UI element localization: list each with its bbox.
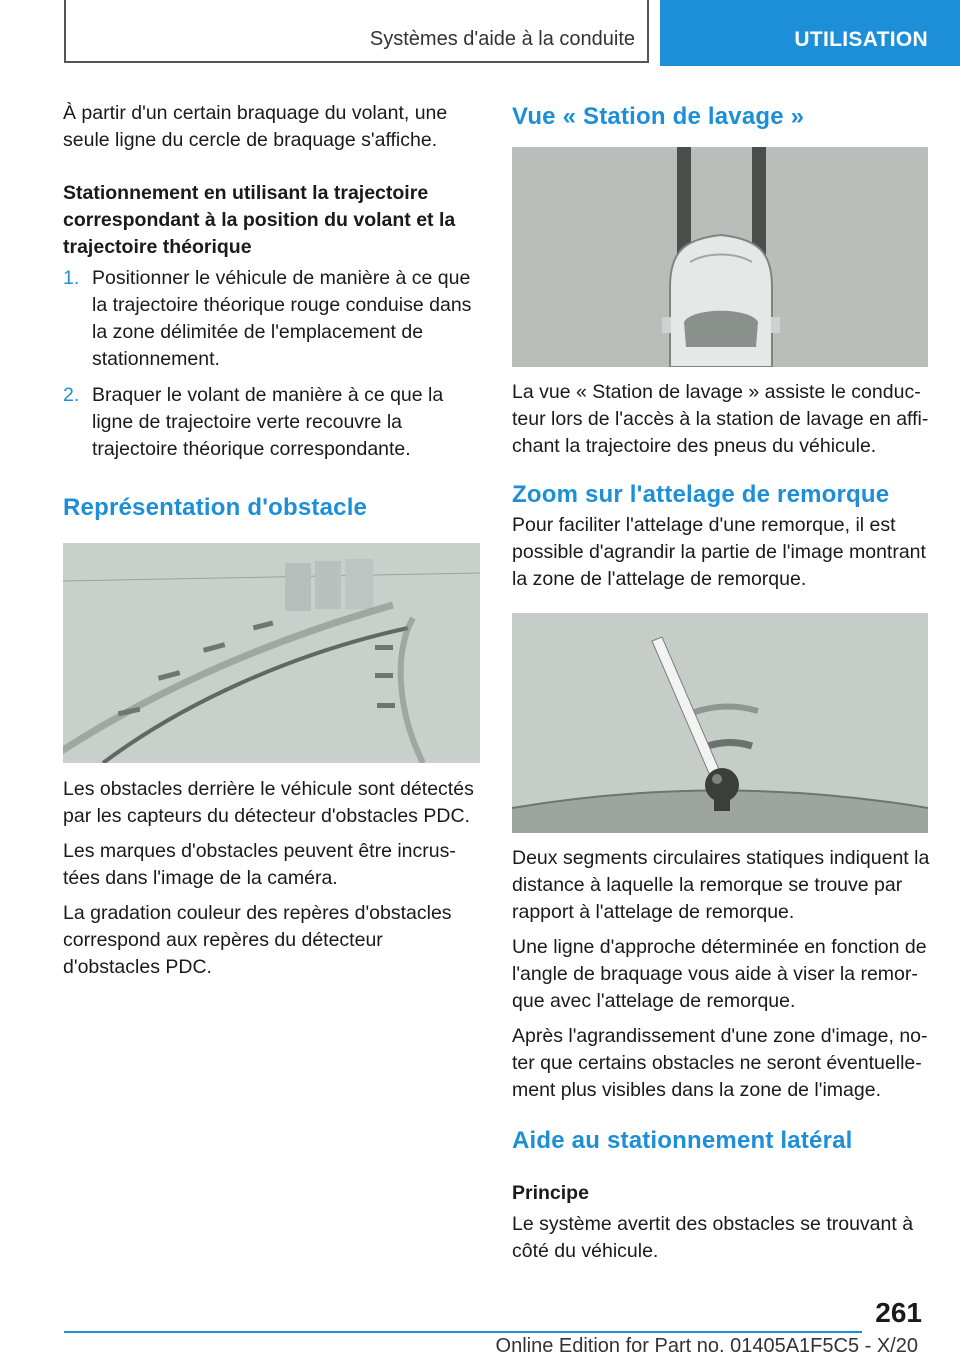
- list-item: [63, 382, 481, 463]
- chapter-tab: [660, 0, 960, 66]
- section-tab: [64, 0, 649, 63]
- left-column: [63, 100, 481, 981]
- hitch-heading: Zoom sur l'attelage de remorque: [512, 481, 890, 508]
- hitch-intro: Pour faciliter l'attelage d'une remorque, il est possible d'agrandir la partie de l'image montrant la zone de l'attelage de remorque.: [512, 514, 926, 590]
- hitch-paragraph: Deux segments circulaires statiques indiquent la distance à laquelle la remorque se trouve par rapport à l'attelage de remorque.: [512, 847, 930, 923]
- obstacle-heading: Représentation d'obstacle: [63, 494, 368, 521]
- carwash-text: La vue « Station de lavage » assiste le conducteur lors de l'accès à la station de lavage en affichant la trajectoire des pneus du véhicule.: [512, 381, 929, 457]
- obstacle-illustration: [63, 543, 480, 763]
- obstacle-paragraph: La gradation couleur des repères d'obstacles correspond aux repères du détecteur d'obstacles PDC.: [63, 902, 452, 978]
- chapter-title: UTILISATION: [794, 28, 928, 51]
- hitch-paragraph: Une ligne d'approche déterminée en fonction de l'angle de braquage vous aide à viser la remorque avec l'attelage de remorque.: [512, 936, 927, 1012]
- page-header: [0, 0, 960, 66]
- obstacle-camera-figure: [63, 543, 480, 763]
- footer-divider: [64, 1331, 862, 1333]
- parking-steps: [63, 265, 481, 463]
- parking-heading: Stationnement en utilisant la trajectoire correspondant à la position du volant et la trajectoire théorique: [63, 182, 456, 258]
- carwash-figure: [512, 147, 928, 367]
- hitch-figure: [512, 613, 928, 833]
- page-number: 261: [875, 1297, 922, 1328]
- step-text: Positionner le véhicule de manière à ce que la trajectoire théorique rouge conduise dans la zone délimitée de l'emplacement de stationnement.: [92, 267, 472, 370]
- principle-text: Le système avertit des obstacles se trouvant à côté du véhicule.: [512, 1213, 914, 1262]
- step-number: 1.: [63, 267, 80, 289]
- hitch-paragraph: Après l'agrandissement d'une zone d'image, noter que certains obstacles ne seront éventuellement plus visibles dans la zone de l'image.: [512, 1025, 928, 1101]
- principle-heading: Principe: [512, 1182, 589, 1204]
- carwash-heading: Vue « Station de lavage »: [512, 103, 805, 130]
- edition-note: Online Edition for Part no. 01405A1F5C5 - X/20: [495, 1335, 918, 1357]
- side-parking-heading: Aide au stationnement latéral: [512, 1127, 853, 1154]
- section-title: Systèmes d'aide à la conduite: [369, 28, 635, 50]
- obstacle-paragraph: Les marques d'obstacles peuvent être incrustées dans l'image de la caméra.: [63, 840, 456, 889]
- intro-paragraph: À partir d'un certain braquage du volant, une seule ligne du cercle de braquage s'affiche.: [63, 102, 448, 151]
- step-number: 2.: [63, 384, 80, 406]
- list-item: [63, 265, 481, 373]
- carwash-illustration: [512, 147, 928, 367]
- step-text: Braquer le volant de manière à ce que la ligne de trajectoire verte recouvre la trajectoire théorique correspondante.: [92, 384, 444, 460]
- hitch-illustration: [512, 613, 928, 833]
- right-column: [512, 102, 932, 1265]
- obstacle-paragraph: Les obstacles derrière le véhicule sont détectés par les capteurs du détecteur d'obstacles PDC.: [63, 778, 474, 827]
